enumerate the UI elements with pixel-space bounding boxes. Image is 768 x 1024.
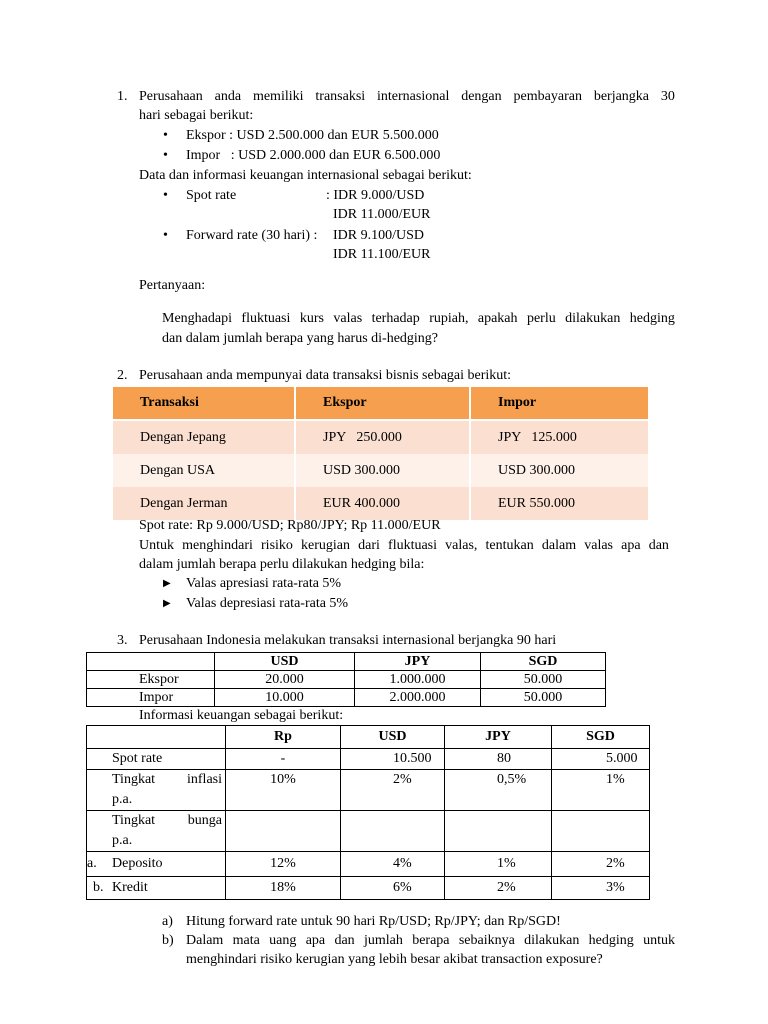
- cell-empty: [226, 811, 341, 852]
- bullet-icon: [163, 147, 168, 165]
- row-label: Dengan Jepang: [113, 420, 295, 454]
- cell-sgd: 50.000: [481, 671, 606, 689]
- cell-sgd: 5.000: [552, 749, 650, 770]
- word: apa: [621, 538, 641, 553]
- q1-spot-label: Spot rate: [186, 188, 237, 203]
- cell-jpy: 2%: [445, 877, 552, 900]
- q1-line1: [139, 88, 675, 106]
- table-header-row: [87, 726, 650, 749]
- word: fluktuasi: [388, 538, 438, 553]
- cell-usd: 4%: [341, 852, 445, 877]
- word: mata: [232, 933, 260, 948]
- cell-usd: 6%: [341, 877, 445, 900]
- header-usd: USD: [341, 726, 445, 749]
- header-jpy: JPY: [445, 726, 552, 749]
- q3-subq-a-marker: a): [162, 914, 173, 929]
- word: hedging: [629, 311, 675, 326]
- q1-question-line2: dan dalam jumlah berapa yang harus di-hedging?: [162, 331, 439, 346]
- q3-subq-b-line2: menghindari risiko kerugian yang lebih besar akibat transaction exposure?: [186, 952, 603, 967]
- q2-transaction-table: [113, 387, 650, 520]
- word: transaksi: [315, 89, 366, 104]
- table-row: [87, 877, 650, 900]
- word: dilakukan: [524, 933, 580, 948]
- word: 30: [660, 89, 675, 104]
- word: risiko: [261, 538, 293, 553]
- word: Menghadapi: [162, 311, 232, 326]
- q2-line2: dalam jumlah berapa perlu dilakukan hedging bila:: [139, 557, 425, 572]
- cell-rp: -: [226, 749, 341, 770]
- cell-empty: [445, 811, 552, 852]
- word: berjangka: [593, 89, 650, 104]
- word: apakah: [477, 311, 518, 326]
- table-row: [87, 689, 606, 707]
- table-row: [87, 852, 650, 877]
- cell-usd: 2%: [341, 770, 445, 811]
- q3-info: Informasi keuangan sebagai berikut:: [139, 708, 344, 723]
- label-word: Tingkat: [112, 772, 156, 787]
- cell-sgd: 1%: [552, 770, 650, 811]
- cell-jpy: 1%: [445, 852, 552, 877]
- word: fluktuasi: [241, 311, 291, 326]
- q1-impor: Impor : USD 2.000.000 dan EUR 6.500.000: [186, 148, 441, 163]
- header-sgd: SGD: [481, 653, 606, 671]
- list-marker: b.: [93, 880, 104, 895]
- cell-usd: 10.000: [215, 689, 355, 707]
- q1-forward-label: Forward rate (30 hari) :: [186, 228, 318, 243]
- row-impor: JPY 125.000: [470, 420, 649, 454]
- cell-rp: 18%: [226, 877, 341, 900]
- word: kurs: [299, 311, 324, 326]
- word: berapa: [412, 933, 450, 948]
- word: hedging: [588, 933, 634, 948]
- word: anda: [214, 89, 242, 104]
- word: dengan: [461, 89, 502, 104]
- row-ekspor: JPY 250.000: [295, 420, 470, 454]
- header-usd: USD: [215, 653, 355, 671]
- label-word: p.a.: [112, 833, 133, 848]
- q1-data-intro: Data dan informasi keuangan internasional sebagai berikut:: [139, 168, 472, 183]
- row-impor: EUR 550.000: [470, 487, 649, 520]
- word: valas: [333, 311, 363, 326]
- q1-spot-usd: : IDR 9.000/USD: [326, 188, 425, 203]
- row-label: Dengan USA: [113, 454, 295, 487]
- word: perlu: [526, 311, 556, 326]
- bullet-icon: [163, 227, 168, 245]
- row-label-deposito: [87, 852, 226, 877]
- q2-number: 2.: [117, 368, 128, 383]
- label-word: inflasi: [187, 772, 222, 787]
- arrow-right-icon: ▶: [163, 578, 171, 589]
- word: dan: [334, 933, 355, 948]
- word: dan: [648, 538, 669, 553]
- q3-subq-a: Hitung forward rate untuk 90 hari Rp/USD; Rp/JPY; dan Rp/SGD!: [186, 914, 561, 929]
- table-row: [87, 749, 650, 770]
- table-row: [87, 811, 650, 852]
- table-row: [113, 487, 649, 520]
- q3-financial-table: [86, 725, 650, 900]
- word: tentukan: [485, 538, 534, 553]
- cell-empty: [341, 811, 445, 852]
- q3-number: 3.: [117, 633, 128, 648]
- row-label: Spot rate: [87, 749, 226, 770]
- table-row: [87, 770, 650, 811]
- cell-rp: 12%: [226, 852, 341, 877]
- arrow-right-icon: ▶: [163, 598, 171, 609]
- label-word: Tingkat: [112, 813, 156, 828]
- word: untuk: [643, 933, 675, 948]
- word: memiliki: [252, 89, 304, 104]
- q2-spot-rate: Spot rate: Rp 9.000/USD; Rp80/JPY; Rp 11.000/EUR: [139, 518, 441, 533]
- header-empty: [87, 726, 226, 749]
- header-rp: Rp: [226, 726, 341, 749]
- row-label: Impor: [87, 689, 215, 707]
- word: jumlah: [363, 933, 403, 948]
- table-header-row: [87, 653, 606, 671]
- row-label-inflasi: [87, 770, 226, 811]
- word: Untuk: [139, 538, 174, 553]
- q2-option-depresiasi: Valas depresiasi rata-rata 5%: [186, 596, 349, 611]
- cell-rp: 10%: [226, 770, 341, 811]
- word: sebaiknya: [458, 933, 515, 948]
- header-impor: Impor: [470, 387, 649, 420]
- table-row: [113, 420, 649, 454]
- table-row: [87, 671, 606, 689]
- header-empty: [87, 653, 215, 671]
- list-marker: a.: [87, 856, 97, 871]
- header-transaksi: Transaksi: [113, 387, 295, 420]
- cell-usd: 20.000: [215, 671, 355, 689]
- q1-question-line1: [162, 310, 675, 328]
- cell-jpy: 2.000.000: [355, 689, 481, 707]
- row-label: Ekspor: [87, 671, 215, 689]
- row-label: Kredit: [112, 880, 148, 895]
- q3-subq-b-line1: [186, 932, 675, 950]
- word: kerugian: [301, 538, 351, 553]
- q2-option-apresiasi: Valas apresiasi rata-rata 5%: [186, 576, 342, 591]
- bullet-icon: [163, 187, 168, 205]
- word: uang: [269, 933, 297, 948]
- word: dilakukan: [565, 311, 621, 326]
- header-jpy: JPY: [355, 653, 481, 671]
- word: menghindari: [182, 538, 253, 553]
- table-row: [113, 454, 649, 487]
- q1-line2: hari sebagai berikut:: [139, 108, 254, 123]
- word: dalam: [541, 538, 577, 553]
- q2-line1: [139, 537, 669, 555]
- q1-forward-eur: IDR 11.100/EUR: [333, 247, 431, 262]
- word: apa: [305, 933, 326, 948]
- cell-empty: [552, 811, 650, 852]
- row-label: Deposito: [112, 856, 163, 871]
- q1-number: 1.: [117, 89, 128, 104]
- row-impor: USD 300.000: [470, 454, 649, 487]
- header-ekspor: Ekspor: [295, 387, 470, 420]
- cell-sgd: 50.000: [481, 689, 606, 707]
- cell-sgd: 3%: [552, 877, 650, 900]
- q1-ekspor: Ekspor : USD 2.500.000 dan EUR 5.500.000: [186, 128, 439, 143]
- cell-jpy: 80: [445, 749, 552, 770]
- q3-intro: Perusahaan Indonesia melakukan transaksi internasional berjangka 90 hari: [139, 633, 557, 648]
- word: valas: [584, 538, 613, 553]
- cell-usd: 10.500: [341, 749, 445, 770]
- word: pembayaran: [513, 89, 582, 104]
- q3-transaction-table: [86, 652, 606, 707]
- row-ekspor: USD 300.000: [295, 454, 470, 487]
- q1-spot-eur: IDR 11.000/EUR: [333, 207, 431, 222]
- row-label-bunga: [87, 811, 226, 852]
- q1-question-label: Pertanyaan:: [139, 278, 206, 293]
- row-label-kredit: [87, 877, 226, 900]
- word: rupiah,: [429, 311, 469, 326]
- word: Perusahaan: [139, 89, 203, 104]
- cell-sgd: 2%: [552, 852, 650, 877]
- label-word: p.a.: [112, 792, 133, 807]
- word: valas,: [445, 538, 478, 553]
- header-sgd: SGD: [552, 726, 650, 749]
- q1-forward-usd: IDR 9.100/USD: [333, 228, 425, 243]
- word: terhadap: [371, 311, 420, 326]
- word: internasional: [377, 89, 450, 104]
- label-word: bunga: [187, 813, 222, 828]
- row-ekspor: EUR 400.000: [295, 487, 470, 520]
- table-header-row: [113, 387, 649, 420]
- cell-jpy: 0,5%: [445, 770, 552, 811]
- row-label: Dengan Jerman: [113, 487, 295, 520]
- word: Dalam: [186, 933, 224, 948]
- cell-jpy: 1.000.000: [355, 671, 481, 689]
- q3-subq-b-marker: b): [162, 933, 174, 948]
- word: dari: [358, 538, 380, 553]
- bullet-icon: [163, 127, 168, 145]
- q2-intro: Perusahaan anda mempunyai data transaksi bisnis sebagai berikut:: [139, 368, 512, 383]
